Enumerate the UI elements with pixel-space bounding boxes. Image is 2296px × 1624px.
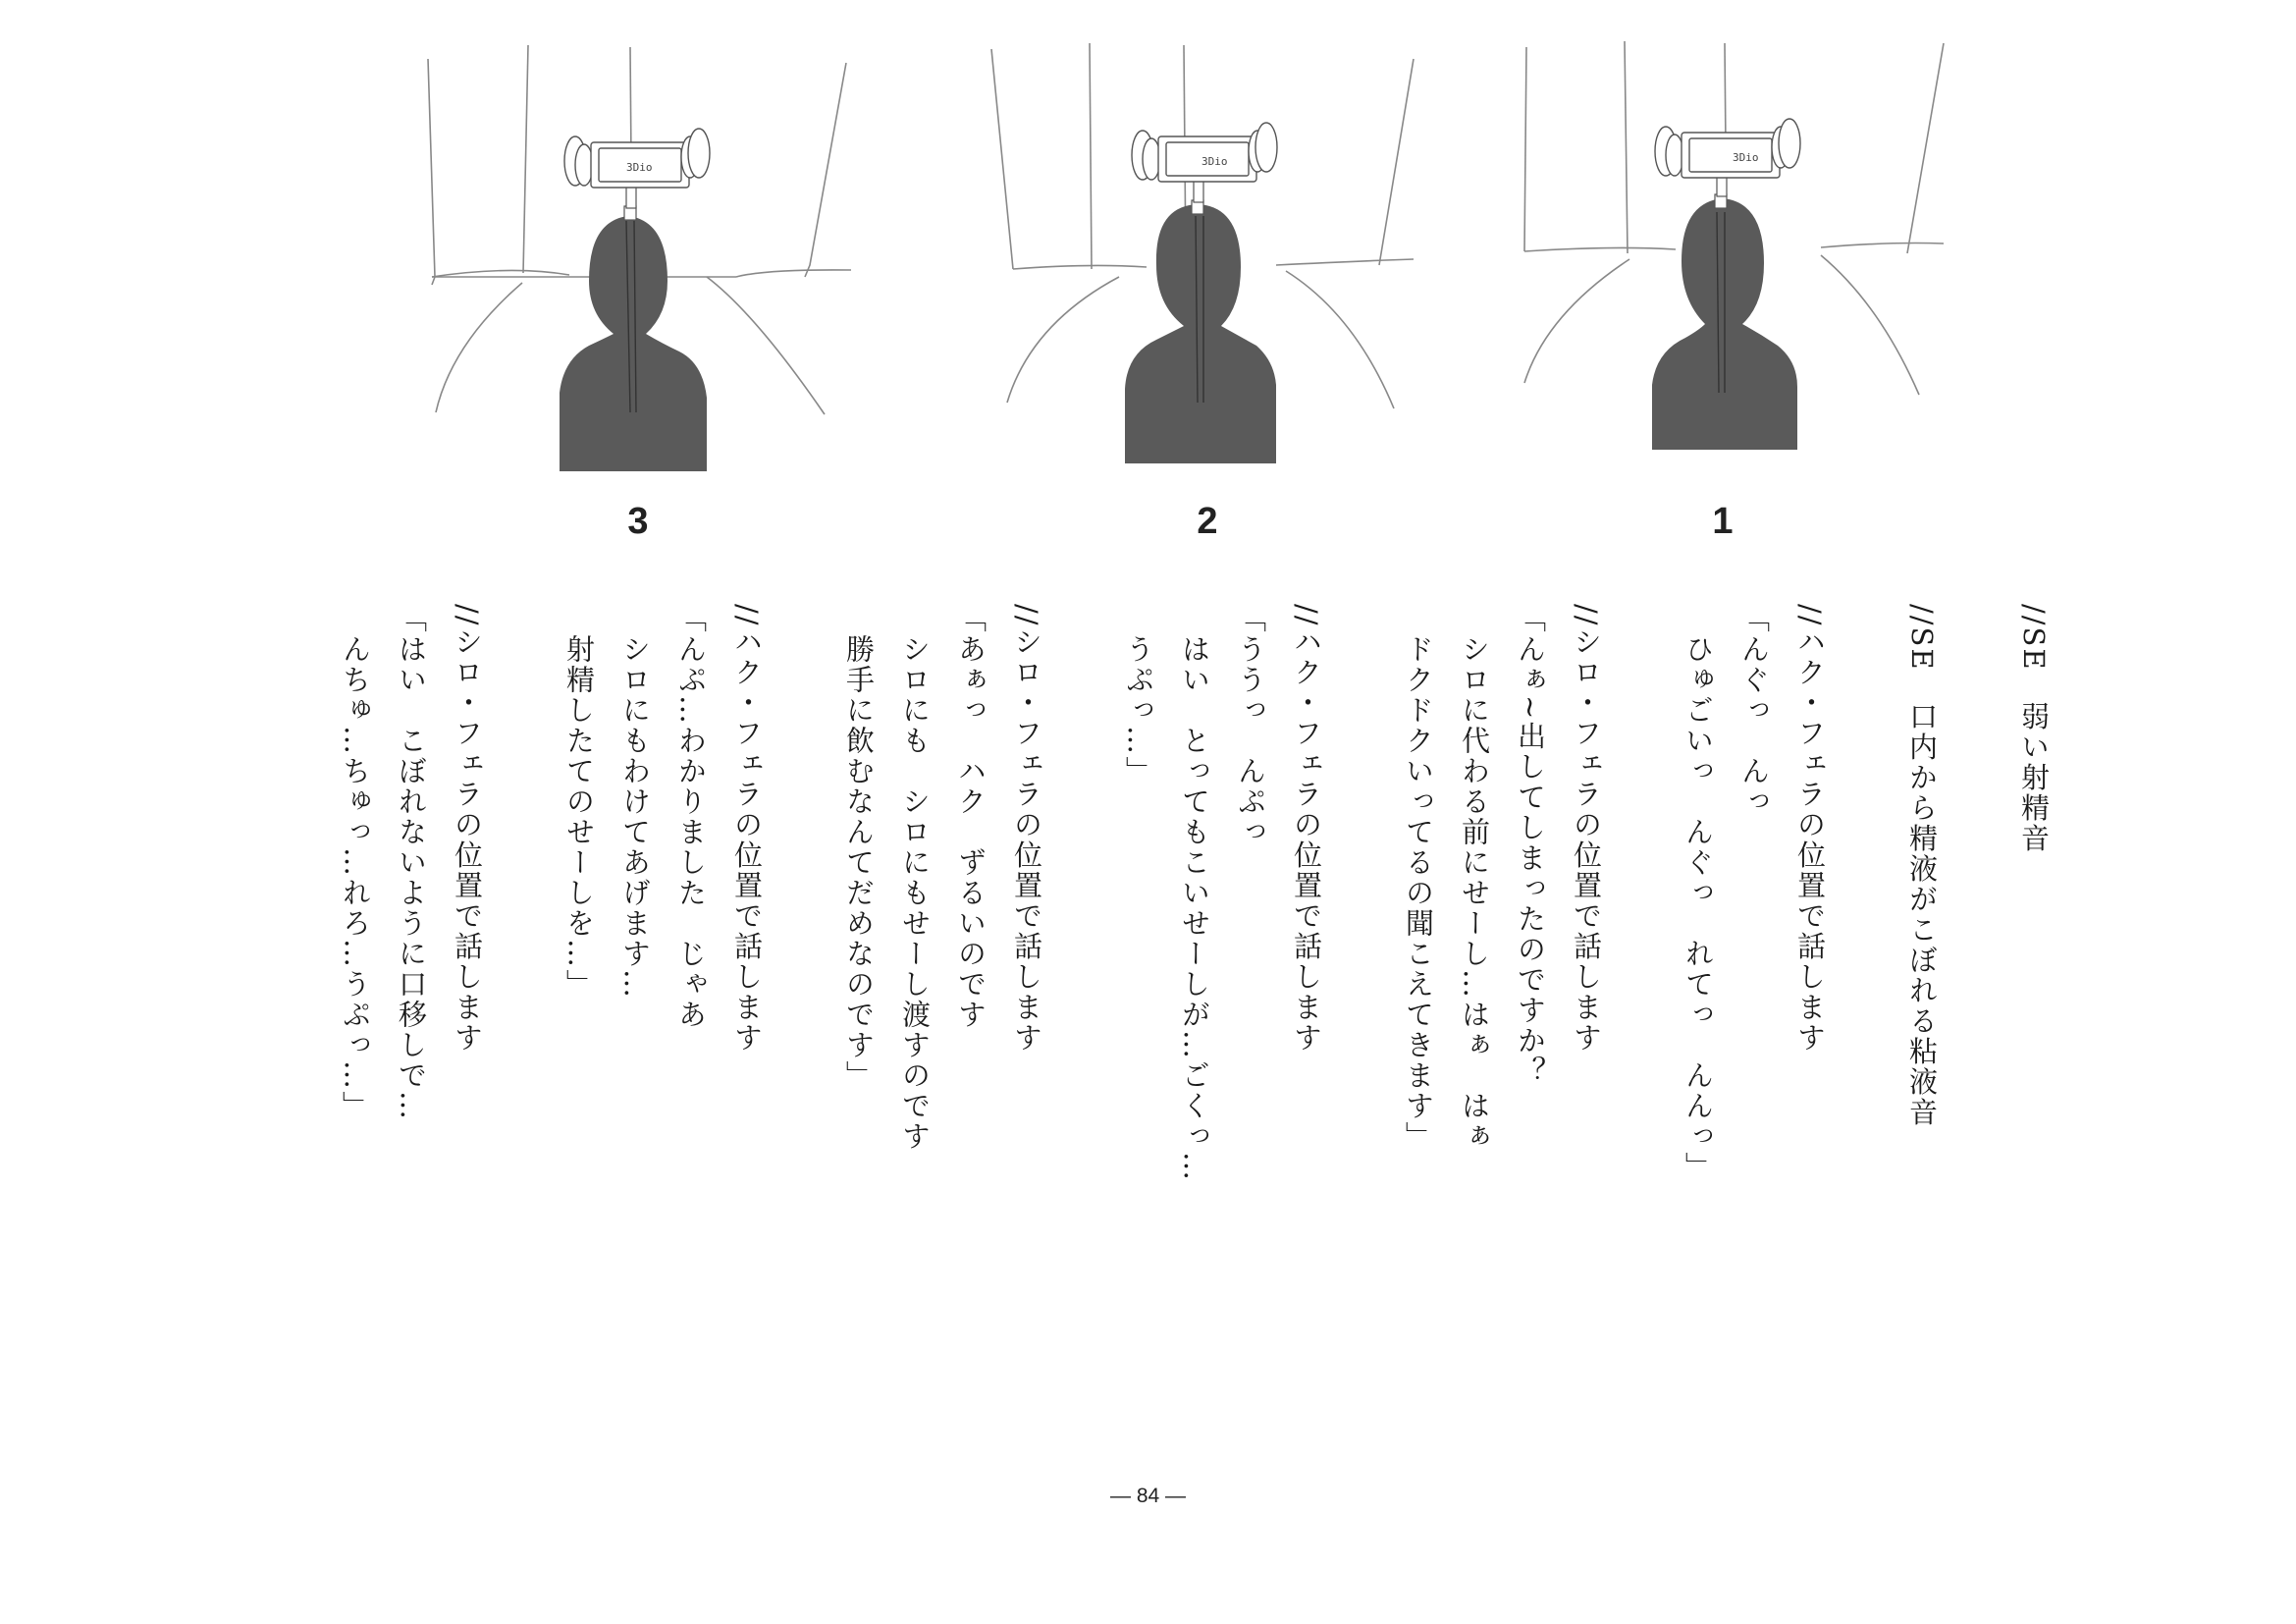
page-number: ― 84 ―	[1109, 1485, 1187, 1507]
illustration-panel-3	[412, 29, 864, 491]
script-line-13: うぷっ…」	[1122, 604, 1155, 786]
script-line-2: //SE 口内から精液がこぼれる粘液音	[1905, 604, 1939, 1128]
binaural-mic-listener-illustration	[1497, 29, 1949, 491]
script-line-22: //シロ・フェラの位置で話します	[451, 604, 484, 1054]
script-line-5: ひゅごいっ んぐっ れてっ んんっ」	[1682, 604, 1715, 1182]
script-line-1: //SE 弱い射精音	[2017, 604, 2051, 854]
device-label: 3Dio	[626, 161, 653, 174]
script-line-24: んちゅ…ちゅっ…れろ…うぷっ…」	[339, 604, 372, 1121]
script-line-20: シロにもわけてあげます…	[618, 604, 652, 1000]
script-line-8: シロに代わる前にせーし…はぁ はぁ	[1458, 604, 1491, 1152]
script-line-9: ドクドクいってるの聞こえてきます」	[1402, 604, 1435, 1152]
script-line-15: 「あぁっ ハク ずるいのです	[954, 604, 988, 1030]
script-line-19: 「んぷ…わかりました じゃあ	[674, 604, 708, 1030]
script-line-16: シロにも シロにもせーし渡すのです	[898, 604, 932, 1152]
script-line-4: 「んぐっ んっ	[1737, 604, 1771, 817]
device-label: 3Dio	[1733, 151, 1759, 164]
illustration-panel-2	[982, 29, 1433, 491]
panel-number-2: 2	[1197, 501, 1218, 542]
script-line-17: 勝手に飲むなんてだめなのです」	[842, 604, 876, 1091]
script-line-18: //ハク・フェラの位置で話します	[730, 604, 764, 1054]
panel-number-1: 1	[1712, 501, 1734, 542]
script-line-23: 「はい こぼれないように口移しで…	[395, 604, 428, 1121]
binaural-mic-listener-illustration	[982, 29, 1433, 491]
script-line-10: //ハク・フェラの位置で話します	[1290, 604, 1323, 1054]
script-line-7: 「んぁ~出してしまったのですか？	[1514, 604, 1547, 1087]
device-label: 3Dio	[1201, 155, 1228, 168]
script-line-14: //シロ・フェラの位置で話します	[1010, 604, 1043, 1054]
panel-number-3: 3	[627, 501, 649, 542]
binaural-mic-listener-illustration	[412, 29, 864, 491]
script-line-3: //ハク・フェラの位置で話します	[1793, 604, 1827, 1054]
script-line-12: はい とってもこいせーしが…ごくっ…	[1178, 604, 1211, 1182]
script-line-6: //シロ・フェラの位置で話します	[1570, 604, 1603, 1054]
illustration-panel-1	[1497, 29, 1949, 491]
script-line-11: 「ううっ んぷっ	[1234, 604, 1267, 847]
script-line-21: 射精したてのせーしを…」	[562, 604, 596, 1000]
